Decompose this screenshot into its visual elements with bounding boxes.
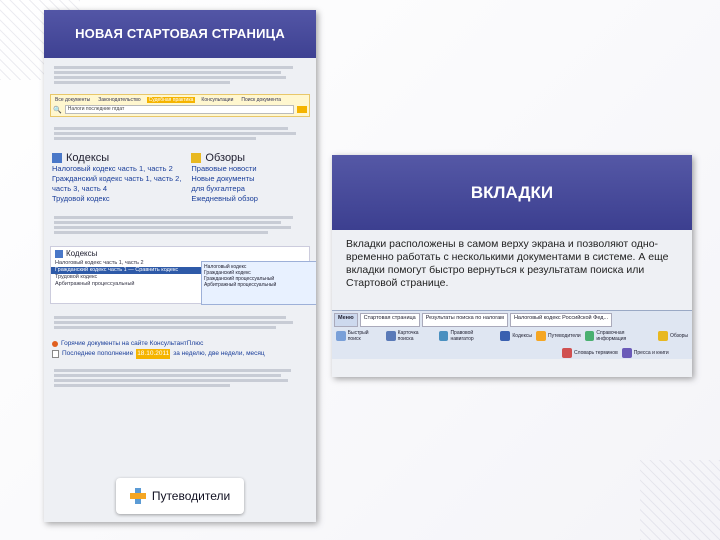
search-results-tab[interactable]: Результаты поиска по налогам [422, 313, 508, 327]
menu-item[interactable]: Налоговый кодекс часть 1, часть 2 [55, 260, 144, 266]
description-text [44, 119, 316, 148]
press-tool[interactable]: Пресса и книги [622, 348, 669, 358]
tabs-panel-title: ВКЛАДКИ [332, 155, 692, 230]
submenu [201, 261, 316, 305]
submenu-item[interactable]: Налоговый кодекс [204, 264, 247, 270]
code-link[interactable]: Налоговый кодекс часть 1, часть 2 [52, 164, 173, 173]
search-button[interactable] [297, 106, 307, 113]
dictionary-icon [562, 348, 572, 358]
quick-search-tool[interactable]: Быстрый поиск [336, 330, 382, 342]
code-link[interactable]: Гражданский кодекс часть 1, часть 2, [52, 174, 182, 183]
search-tab-active[interactable]: Судебная практика [148, 97, 194, 103]
start-page-tab[interactable]: Стартовая страница [360, 313, 420, 327]
menu-tab[interactable]: Меню [334, 313, 358, 327]
search-tab[interactable]: Все документы [55, 97, 91, 103]
search-tab[interactable]: Консультации [201, 97, 234, 103]
submenu-item[interactable]: Гражданский процессуальный [204, 276, 275, 282]
submenu-item[interactable]: Гражданский кодекс [204, 270, 251, 276]
codes-icon [55, 250, 63, 258]
guides-button[interactable] [116, 478, 244, 514]
document-icon [52, 350, 59, 358]
hot-documents-icon [52, 341, 58, 347]
codes-title: Кодексы [66, 152, 110, 164]
tool-row-2 [332, 345, 692, 361]
menu-title: Кодексы [66, 249, 98, 258]
review-link[interactable]: для бухгалтера [191, 184, 245, 193]
code-link[interactable]: Трудовой кодекс [52, 194, 110, 203]
hot-documents-link[interactable]: Горячие документы на сайте КонсультантПлюс [61, 340, 204, 347]
codes-column [52, 152, 181, 204]
last-update-periods[interactable]: за неделю, две недели, месяц [173, 350, 265, 357]
menu-item-selected[interactable]: Гражданский кодекс часть 1 — Сравнить кодекс [51, 267, 309, 274]
description-text [44, 308, 316, 337]
submenu-item[interactable]: Арбитражный процессуальный [204, 282, 277, 288]
review-link[interactable]: Ежедневный обзор [191, 194, 258, 203]
codes-icon [500, 331, 510, 341]
tabs-description: Вкладки расположены в самом верху экрана и позволяют одно-временно работать с несколькими документами в системе. А еще вкладки помогут быстро вернуться к результатам поиска или Стартовой странице. [346, 238, 669, 289]
tabs-panel [332, 155, 692, 377]
pencil-icon [191, 153, 201, 163]
navigator-icon [439, 331, 449, 341]
dictionary-tool[interactable]: Словарь терминов [562, 348, 618, 358]
guides-tool[interactable]: Путеводители [536, 330, 581, 342]
tab-bar [332, 311, 692, 327]
corner-decoration [640, 460, 720, 540]
last-update-date[interactable]: 18.10.2011 [137, 350, 170, 357]
code-link[interactable]: часть 3, часть 4 [52, 184, 108, 193]
search-icon: 🔍 [53, 106, 62, 114]
search-tabs [53, 97, 307, 103]
reviews-column [191, 152, 258, 204]
review-link[interactable]: Новые документы [191, 174, 255, 183]
search-icon [336, 331, 346, 341]
reference-tool[interactable]: Справочная информация [585, 330, 654, 342]
menu-item[interactable]: Арбитражный процессуальный [55, 281, 135, 287]
guides-label: Путеводители [151, 489, 231, 503]
review-link[interactable]: Правовые новости [191, 164, 257, 173]
search-card-icon [386, 331, 396, 341]
reviews-title: Обзоры [205, 152, 246, 164]
search-tab[interactable]: Законодательство [98, 97, 141, 103]
news-block [52, 339, 308, 359]
guides-icon [536, 331, 546, 341]
last-update-label: Последнее пополнение [62, 350, 134, 357]
description-text [44, 208, 316, 242]
book-icon [622, 348, 632, 358]
codes-icon [52, 153, 62, 163]
reference-icon [585, 331, 595, 341]
menu-item[interactable]: Трудовой кодекс [55, 274, 98, 280]
panel-title: НОВАЯ СТАРТОВАЯ СТРАНИЦА [44, 10, 316, 58]
toolbar-screenshot [332, 310, 692, 359]
reviews-tool[interactable]: Обзоры [658, 330, 688, 342]
search-tab[interactable]: Поиск документа [241, 97, 281, 103]
quick-links [44, 148, 316, 208]
pencil-icon [658, 331, 668, 341]
start-page-panel [44, 10, 316, 522]
document-tab[interactable]: Налоговый кодекс Российской Фед... [510, 313, 612, 327]
description-text [44, 58, 316, 92]
search-strip [50, 94, 310, 117]
description-text [44, 361, 316, 395]
navigator-tool[interactable]: Правовой навигатор [439, 330, 497, 342]
plus-icon [130, 488, 146, 504]
codes-menu [50, 246, 310, 304]
search-card-tool[interactable]: Карточка поиска [386, 330, 435, 342]
search-input[interactable]: Налоги последние пгдат [65, 105, 294, 114]
tool-row [332, 327, 692, 345]
codes-tool[interactable]: Кодексы [500, 330, 532, 342]
